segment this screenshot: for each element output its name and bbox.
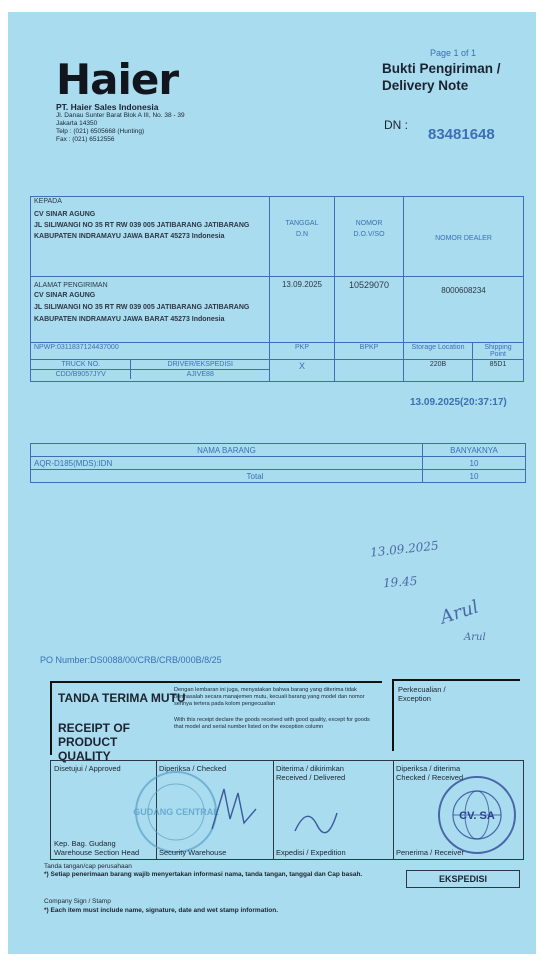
recipient-address-1: JL SILIWANGI NO 35 RT RW 039 005 JATIBARANG JATIBARANG <box>34 222 250 229</box>
expedition-column <box>273 761 394 859</box>
checked-signature-icon <box>204 779 264 839</box>
shipping-header: Shipping Point <box>473 343 524 360</box>
tanggal-label: TANGGAL <box>285 220 319 227</box>
bpkp-header: BPKP <box>335 343 404 360</box>
receipt-title-id: TANDA TERIMA MUTU <box>58 691 186 705</box>
truck-driver-table <box>31 360 269 379</box>
alamat-label: ALAMAT PENGIRIMAN <box>34 282 108 289</box>
checked-column <box>133 761 274 859</box>
note2-text: *) Each item must include name, signature, date and wet stamp information. <box>44 907 279 914</box>
received-label-2: Received / Delivered <box>276 773 346 782</box>
storage-header: Storage Location <box>404 343 473 360</box>
haier-logo: Haier <box>56 55 179 104</box>
item-qty: 10 <box>423 457 526 470</box>
dn-number: 83481648 <box>428 126 495 143</box>
page-number: Page 1 of 1 <box>430 48 477 58</box>
npwp-cell <box>31 343 270 360</box>
storage-value: 220B <box>404 360 473 382</box>
title-line-2: Delivery Note <box>382 78 469 93</box>
expedition-signature-icon <box>291 801 341 841</box>
exception-label-id: Perkecualian / <box>398 685 446 694</box>
address-line: Jl. Danau Sunter Barat Blok A III, No. 38 - 39 <box>56 112 185 119</box>
pkp-value: X <box>270 360 335 382</box>
address-line: Telp : (021) 6505668 (Hunting) <box>56 128 145 135</box>
dn-label-small: D.N <box>295 231 309 238</box>
pkp-header: PKP <box>270 343 335 360</box>
order-cell <box>335 277 404 343</box>
npwp: NPWP:0311837124437000 <box>34 344 119 351</box>
address-line: Jakarta 14350 <box>56 120 98 127</box>
exception-label-en: Exception <box>398 694 431 703</box>
order-number: 10529070 <box>348 280 390 290</box>
delivery-name: CV SINAR AGUNG <box>34 292 96 299</box>
expedition-label: Expedisi / Expedition <box>276 848 346 857</box>
po-number: PO Number:DS0088/00/CRB/CRB/000B/8/25 <box>40 655 222 665</box>
dealer-label: NOMOR DEALER <box>435 235 492 242</box>
dealer-cell <box>404 277 524 343</box>
dealer-number: 8000608234 <box>441 286 486 295</box>
table-row <box>31 457 526 470</box>
item-name-header: NAMA BARANG <box>31 444 423 457</box>
signature: Arul <box>437 596 482 629</box>
recipient-cell <box>31 197 270 277</box>
tanggal-header <box>270 197 335 277</box>
section-head-label-1: Kep. Bag. Gudang <box>54 839 116 848</box>
title-line-1: Bukti Pengiriman / <box>382 61 501 76</box>
date-cell <box>270 277 335 343</box>
receipt-title-en <box>58 721 168 763</box>
print-timestamp: 13.09.2025(20:37:17) <box>410 397 507 408</box>
recipient-address-2: KABUPATEN INDRAMAYU JAWA BARAT 45273 Indonesia <box>34 233 225 240</box>
nomor-label: NOMOR <box>355 220 383 227</box>
company-name: PT. Haier Sales Indonesia <box>56 102 159 112</box>
signature-row <box>50 760 524 860</box>
delivery-address-cell <box>31 277 270 343</box>
document-title <box>382 60 532 94</box>
dn-date: 13.09.2025 <box>281 280 323 289</box>
items-table <box>30 443 526 483</box>
total-qty: 10 <box>423 470 526 483</box>
dov-so-label: D.O.V/SO <box>353 231 385 238</box>
receipt-text-en: With this receipt declare the goods received with good quality, except for goods that model and serial number listed on the exception column <box>174 717 370 730</box>
note1-text: *) Setiap penerimaan barang wajib menyertakan informasi nama, tanda tangan, tanggal dan Cap basah. <box>44 871 363 878</box>
driver-name: AJIVE88 <box>131 370 269 380</box>
nomor-header <box>335 197 404 277</box>
footer-notes-id <box>44 863 424 879</box>
item-name: AQR-D185(MDS):IDN <box>31 457 423 470</box>
shipment-table <box>30 196 524 382</box>
truck-header: TRUCK NO. <box>31 360 131 370</box>
signature-name: Arul <box>464 632 486 643</box>
receipt-text-id: Dengan lembaran ini juga, menyatakan bahwa barang yang diterima tidak bermasalah secara manajemen mutu, kecuali barang yang model dan nomor serinya tertera pada kolom pengecualian <box>174 687 365 707</box>
received-delivered-label <box>276 764 345 782</box>
delivery-address-1: JL SILIWANGI NO 35 RT RW 039 005 JATIBARANG JATIBARANG <box>34 304 250 311</box>
truck-driver-cell <box>31 360 270 382</box>
delivery-address-2: KABUPATEN INDRAMAYU JAWA BARAT 45273 Indonesia <box>34 316 225 323</box>
truck-number: CDD/B9057JYV <box>31 370 131 380</box>
section-head-label-2: Warehouse Section Head <box>54 848 140 857</box>
exception-box <box>392 679 520 751</box>
checked-label: Diperiksa / Checked <box>159 764 227 773</box>
shipping-value: 85D1 <box>473 360 524 382</box>
security-label: Security Warehouse <box>159 848 227 857</box>
handwritten-date: 13.09.2025 <box>369 538 440 560</box>
stamp-right-text: CV. SA <box>459 810 495 822</box>
footer-notes-en <box>44 897 278 915</box>
received-label-1: Diterima / dikirimkan <box>276 764 344 773</box>
company-stamp-icon <box>431 771 523 857</box>
dn-label: DN : <box>384 118 408 132</box>
item-qty-header: BANYAKNYA <box>423 444 526 457</box>
kepada-label: KEPADA <box>34 198 62 205</box>
receipt-title-en-1: RECEIPT OF PRODUCT <box>58 721 131 749</box>
note2-title: Company Sign / Stamp <box>44 898 111 905</box>
driver-header: DRIVER/EKSPEDISI <box>131 360 269 370</box>
receiver-column <box>393 761 523 859</box>
ekspedisi-label: EKSPEDISI <box>406 870 520 888</box>
handwritten-time: 19.45 <box>382 573 418 591</box>
total-label: Total <box>31 470 423 483</box>
stamp-left-text: GUDANG CENTRAL <box>133 807 219 817</box>
dealer-header <box>404 197 524 277</box>
receipt-title-en-2: QUALITY <box>58 749 111 763</box>
note1-title: Tanda tangan/cap perusahaan <box>44 863 132 870</box>
checked-received-label-2: Checked / Received <box>396 773 464 782</box>
receiver-label: Penerima / Receiver <box>396 848 464 857</box>
company-address <box>56 112 236 144</box>
checked-received-label-1: Diperiksa / diterima <box>396 764 461 773</box>
recipient-name: CV SINAR AGUNG <box>34 211 96 218</box>
approved-label: Disetujui / Approved <box>54 764 121 773</box>
receipt-quality-box <box>50 681 382 763</box>
address-line: Fax : (021) 6512556 <box>56 136 115 143</box>
exception-label <box>398 685 516 703</box>
bpkp-value <box>335 360 404 382</box>
